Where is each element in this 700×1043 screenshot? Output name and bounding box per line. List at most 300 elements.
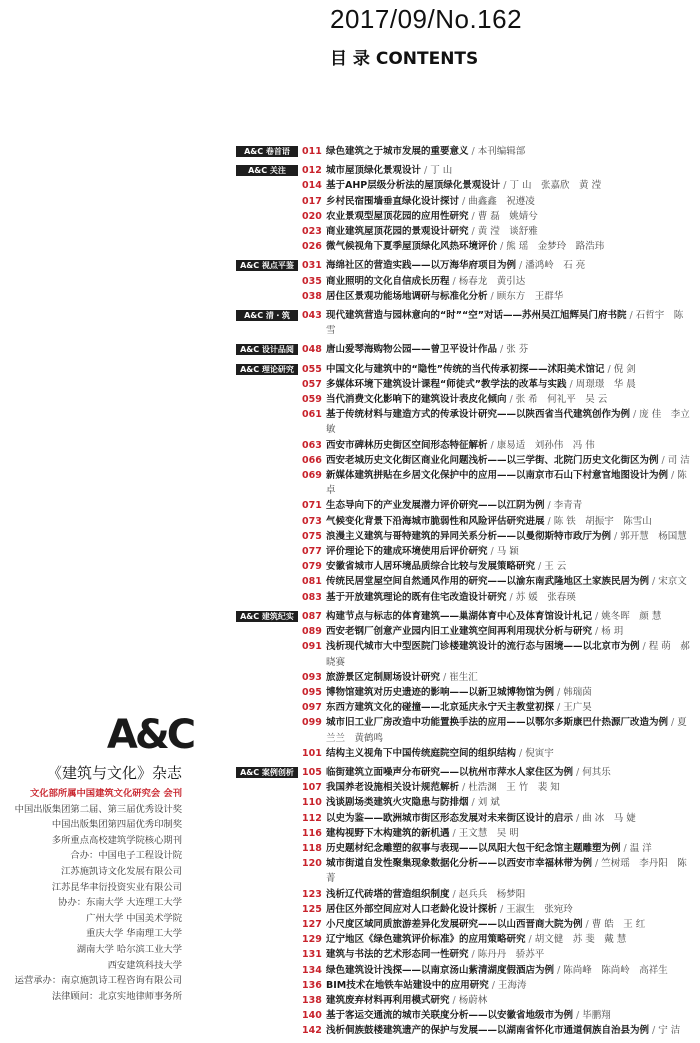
- separator: /: [592, 610, 602, 622]
- page-number: 061: [302, 409, 322, 421]
- toc-entry[interactable]: [302, 670, 694, 685]
- separator: /: [554, 686, 564, 698]
- article-authors: 陈丹丹 骄苏平: [477, 949, 545, 961]
- article-title: 乡村民宿围墙垂直绿化设计探讨: [326, 195, 460, 207]
- separator: /: [459, 782, 469, 794]
- article-authors: 康易适 刘孙伟 冯 伟: [496, 439, 595, 451]
- page-number: 097: [302, 702, 322, 714]
- page-number: 134: [302, 964, 322, 976]
- article-title: 辽宁地区《绿色建筑评价标准》的应用策略研究: [326, 934, 526, 946]
- toc-entry[interactable]: [302, 947, 694, 962]
- article-title: 当代消费文化影响下的建筑设计表皮化倾向: [326, 394, 507, 406]
- page-number: 014: [302, 180, 322, 192]
- article-title: 构建节点与标志的体育建筑——巢湖体育中心及体育馆设计札记: [326, 610, 593, 622]
- article-authors: 倪寅宇: [525, 747, 554, 759]
- separator: /: [554, 702, 564, 714]
- toc-entry[interactable]: [302, 224, 694, 239]
- article-authors: 丁 山: [430, 165, 453, 177]
- section-tag: A&C 视点平鉴: [236, 260, 298, 271]
- article-title: 新媒体建筑拼贴在乡居文化保护中的应用——以南京市石山下村意官地图设计为例: [326, 470, 669, 482]
- page-number: 038: [302, 290, 322, 302]
- article-authors: 曲鑫鑫 祝遵凌: [468, 195, 535, 207]
- page-number: 125: [302, 903, 322, 915]
- page-number: 110: [302, 797, 322, 809]
- toc-entry[interactable]: [302, 559, 694, 574]
- publisher-line: 湖南大学 哈尔滨工业大学: [76, 943, 182, 955]
- publisher-line: 江苏施凯诗文化发展有限公司: [61, 865, 182, 877]
- article-authors: 宋京文: [658, 576, 687, 588]
- toc-entry[interactable]: [302, 377, 694, 392]
- toc-entry[interactable]: [302, 178, 694, 193]
- article-authors: 庞 佳 李立敏: [326, 409, 690, 436]
- toc-entry[interactable]: [302, 308, 694, 338]
- issue-number: 2017/09/No.162: [330, 4, 523, 34]
- article-title: 小尺度区域同质旅游差异化发展研究——以山西晋商大院为例: [326, 918, 583, 930]
- separator: /: [468, 797, 478, 809]
- article-title: 历史题材纪念雕塑的叙事与表现——以凤阳大包干纪念馆主题雕塑为例: [326, 842, 621, 854]
- separator: /: [497, 903, 507, 915]
- article-authors: 夏兰兰 黄鹤鸣: [326, 717, 687, 744]
- section-tag: A&C 卷首语: [236, 146, 298, 157]
- toc-entry[interactable]: [302, 780, 694, 795]
- article-authors: 黄 滢 谈舒雅: [477, 226, 538, 238]
- article-authors: 陈 铁 胡振宇 陈雪山: [553, 515, 652, 527]
- publisher-line: 广州大学 中国美术学院: [86, 912, 182, 924]
- separator: /: [658, 454, 668, 466]
- separator: /: [449, 275, 459, 287]
- article-authors: 毕鹏翔: [582, 1010, 611, 1022]
- toc-entry[interactable]: [302, 811, 694, 826]
- article-authors: 崔生汇: [449, 671, 478, 683]
- separator: /: [573, 1010, 583, 1022]
- page-number: 069: [302, 470, 322, 482]
- separator: /: [487, 546, 497, 558]
- separator: /: [566, 378, 576, 390]
- page-number: 012: [302, 165, 322, 177]
- article-title: 旅游景区定制厕场设计研究: [326, 671, 441, 683]
- page-number: 120: [302, 858, 322, 870]
- section-tag: A&C 建筑纪实: [236, 611, 298, 622]
- section-tag: A&C 清・筑: [236, 310, 298, 321]
- page-number: 107: [302, 782, 322, 794]
- page-number: 091: [302, 641, 322, 653]
- toc-entry[interactable]: [302, 685, 694, 700]
- article-title: 建筑与书法的艺术形态同一性研究: [326, 949, 469, 961]
- toc-entry[interactable]: [302, 468, 694, 498]
- toc-section: [236, 163, 694, 254]
- toc-section: [236, 765, 694, 1039]
- article-authors: 丁 山 张嘉欣 黄 滢: [509, 180, 602, 192]
- toc-entry[interactable]: [302, 826, 694, 841]
- separator: /: [440, 671, 450, 683]
- ac-logo: [106, 700, 194, 758]
- page-number: 129: [302, 934, 322, 946]
- article-title: 浅析现代城市大中型医院门诊楼建筑设计的流行态与困境——以北京市为例: [326, 641, 640, 653]
- publisher-line: 协办：东南大学 大连理工大学: [58, 897, 182, 909]
- toc-entry[interactable]: [302, 978, 694, 993]
- separator: /: [506, 394, 516, 406]
- page-number: 017: [302, 195, 322, 207]
- page-number: 093: [302, 671, 322, 683]
- article-authors: 曹 皓 王 红: [591, 918, 646, 930]
- separator: /: [544, 500, 554, 512]
- toc-entry[interactable]: [302, 746, 694, 761]
- article-authors: 杨 玥: [601, 626, 624, 638]
- page-number: 026: [302, 241, 322, 253]
- toc-entry[interactable]: [302, 963, 694, 978]
- page-number: 123: [302, 888, 322, 900]
- page-number: 075: [302, 530, 322, 542]
- article-authors: 张 希 何礼平 吴 云: [515, 394, 608, 406]
- article-title: 东西方建筑文化的碰撞——北京延庆永宁天主教堂初探: [326, 702, 555, 714]
- article-title: 博物馆建筑对历史遗迹的影响——以新卫城博物馆为例: [326, 686, 555, 698]
- article-title: 结构主义视角下中国传统庭院空间的组织结构: [326, 747, 517, 759]
- toc-entry[interactable]: [302, 144, 694, 159]
- article-title: 气候变化背景下沿海城市脆弱性和风险评估研究进展: [326, 515, 545, 527]
- page-number: 077: [302, 546, 322, 558]
- publisher-line: 中国出版集团第二届、第三届优秀设计奖: [14, 803, 182, 815]
- separator: /: [620, 842, 630, 854]
- publisher-line: 中国出版集团第四届优秀印制奖: [51, 819, 182, 831]
- toc-entry[interactable]: [302, 194, 694, 209]
- separator: /: [573, 812, 583, 824]
- section-tag: A&C 关注: [236, 165, 298, 176]
- toc-entry[interactable]: [302, 887, 694, 902]
- separator: /: [516, 260, 526, 272]
- toc-entry[interactable]: [302, 209, 694, 224]
- logo-text: A&C: [106, 712, 194, 758]
- separator: /: [525, 934, 535, 946]
- page-number: 063: [302, 439, 322, 451]
- article-authors: 杜浩渊 王 竹 裴 知: [468, 782, 560, 794]
- separator: /: [488, 979, 498, 991]
- toc-entry[interactable]: [302, 498, 694, 513]
- article-title: 多媒体环境下建筑设计课程“师徒式”教学法的改革与实践: [326, 378, 567, 390]
- publisher-line: 合办：中国电子工程设计院: [70, 850, 182, 862]
- article-authors: 倪 剑: [613, 363, 636, 375]
- article-title: 农业景观型屋顶花园的应用性研究: [326, 210, 469, 222]
- article-authors: 刘 斌: [477, 797, 500, 809]
- article-authors: 杨蔚林: [458, 994, 488, 1006]
- page-number: 105: [302, 766, 322, 778]
- separator: /: [468, 146, 478, 157]
- article-title: 商业建筑屋顶花园的景观设计研究: [326, 226, 469, 238]
- article-authors: 曲 冰 马 婕: [582, 812, 636, 824]
- article-title: 西安市碑林历史街区空间形态特征解析: [326, 439, 488, 451]
- section-tag: A&C 设计品阅: [236, 344, 298, 355]
- separator: /: [668, 717, 678, 729]
- toc-entry[interactable]: [302, 239, 694, 254]
- toc-section: [236, 609, 694, 761]
- article-authors: 张 芬: [506, 344, 529, 356]
- article-title: 建构视野下木构建筑的新机遇: [326, 827, 450, 839]
- article-authors: 陈 卓: [326, 470, 687, 497]
- article-title: 基于客运交通流的城市关联度分析——以安徽省地级市为例: [326, 1010, 574, 1022]
- article-authors: 温 洋: [629, 842, 652, 854]
- toc-entry[interactable]: [302, 438, 694, 453]
- separator: /: [468, 949, 478, 961]
- article-title: 建筑废弃材料再利用模式研究: [326, 994, 450, 1006]
- toc-entry[interactable]: [302, 639, 694, 669]
- separator: /: [630, 409, 640, 421]
- page-number: 095: [302, 686, 322, 698]
- article-title: 西安老城历史文化街区商业化问题浅析——以三学街、北院门历史文化街区为例: [326, 454, 659, 466]
- page-number: 043: [302, 310, 322, 322]
- page-number: 099: [302, 717, 322, 729]
- article-authors: 顾东方 王群华: [496, 290, 564, 302]
- article-authors: 宁 洁: [658, 1025, 681, 1037]
- separator: /: [604, 363, 614, 375]
- page-number: 048: [302, 344, 322, 356]
- publisher-line: 重庆大学 华南理工大学: [86, 928, 182, 940]
- toc-entry[interactable]: [302, 289, 694, 304]
- separator: /: [535, 561, 545, 573]
- article-authors: 周璟璟 华 晨: [575, 378, 636, 390]
- separator: /: [506, 591, 516, 603]
- page-number: 031: [302, 260, 322, 272]
- article-authors: 本刊编辑部: [477, 146, 526, 157]
- separator: /: [421, 165, 431, 177]
- section-entries: [298, 308, 694, 338]
- article-authors: 潘鸿岭 石 亮: [525, 260, 586, 272]
- toc-entry[interactable]: [302, 590, 694, 605]
- page-number: 138: [302, 994, 322, 1006]
- separator: /: [649, 576, 659, 588]
- section-entries: [298, 144, 694, 159]
- section-entries: [298, 609, 694, 761]
- separator: /: [500, 180, 510, 192]
- article-title: 海绵社区的营造实践——以万海华府项目为例: [326, 260, 517, 272]
- separator: /: [592, 858, 602, 870]
- section-entries: [298, 258, 694, 304]
- toc-entry[interactable]: [302, 514, 694, 529]
- article-title: 中国文化与建筑中的“隐性”传统的当代传承初探——沭阳美术馆记: [326, 363, 605, 375]
- toc-entry[interactable]: [302, 407, 694, 437]
- separator: /: [554, 964, 564, 976]
- article-title: 绿色建筑设计浅探——以南京汤山紫清湖度假酒店为例: [326, 964, 555, 976]
- article-authors: 王文慧 吴 明: [458, 827, 519, 839]
- article-title: 传统民居堂屋空间自然通风作用的研究——以渝东南武隆地区土家族民居为例: [326, 576, 650, 588]
- page-number: 142: [302, 1025, 322, 1037]
- article-title: 安徽省城市人居环境品质综合比较与发展策略研究: [326, 561, 536, 573]
- publisher-line: 文化部所属中国建筑文化研究会 会刊: [30, 788, 182, 799]
- toc-entry[interactable]: [302, 765, 694, 780]
- article-authors: 王 云: [544, 561, 567, 573]
- article-authors: 熊 瑶 金梦玲 路浩玮: [506, 241, 605, 253]
- article-authors: 石哲宇 陈 雪: [326, 310, 684, 337]
- article-title: 以史为鉴——欧洲城市街区形态发展对未来街区设计的启示: [326, 812, 574, 824]
- article-authors: 姚冬晖 颜 慧: [601, 610, 662, 622]
- page-number: 127: [302, 918, 322, 930]
- separator: /: [497, 344, 507, 356]
- page-number: 116: [302, 827, 322, 839]
- toc-entry[interactable]: [302, 932, 694, 947]
- toc-entry[interactable]: [302, 856, 694, 886]
- separator: /: [449, 888, 459, 900]
- toc-entry[interactable]: [302, 544, 694, 559]
- page-number: 087: [302, 610, 322, 622]
- article-title: 绿色建筑之于城市发展的重要意义: [326, 146, 469, 157]
- article-authors: 杨春龙 黄引达: [458, 275, 526, 287]
- separator: /: [516, 747, 526, 759]
- article-title: 城市街道自发性聚集现象数据化分析——以西安市幸福林带为例: [326, 858, 593, 870]
- table-of-contents: [236, 144, 694, 1043]
- article-authors: 李青青: [553, 500, 583, 512]
- page-number: 073: [302, 515, 322, 527]
- article-authors: 韩瑞茵: [563, 686, 592, 698]
- toc-section: [236, 258, 694, 304]
- toc-entry[interactable]: [302, 841, 694, 856]
- publisher-line: 江苏昆华聿衍投资实业有限公司: [51, 881, 182, 893]
- article-title: 生态导向下的产业发展潜力评价研究——以江阴为例: [326, 500, 545, 512]
- article-authors: 郭开慧 杨国慧: [620, 530, 687, 542]
- article-title: BIM技术在地铁车站建设中的应用研究: [326, 979, 489, 991]
- separator: /: [487, 290, 497, 302]
- article-title: 居住区外部空间应对人口老龄化设计探析: [326, 903, 498, 915]
- article-authors: 赵兵兵 杨梦阳: [458, 888, 526, 900]
- section-entries: [298, 362, 694, 605]
- magazine-name: 《建筑与文化》杂志: [46, 764, 182, 782]
- toc-entry[interactable]: [302, 574, 694, 589]
- article-title: 浪漫主义建筑与哥特建筑的异同关系分析——以曼彻斯特市政厅为例: [326, 530, 612, 542]
- separator: /: [582, 918, 592, 930]
- article-title: 商业照明的文化自信成长历程: [326, 275, 450, 287]
- page-number: 011: [302, 146, 322, 157]
- page-number: 066: [302, 454, 322, 466]
- toc-entry[interactable]: [302, 258, 694, 273]
- separator: /: [497, 241, 507, 253]
- page-number: 035: [302, 275, 322, 287]
- toc-entry[interactable]: [302, 163, 694, 178]
- separator: /: [639, 641, 649, 653]
- page-number: 131: [302, 949, 322, 961]
- separator: /: [468, 226, 478, 238]
- page-number: 140: [302, 1010, 322, 1022]
- toc-entry[interactable]: [302, 362, 694, 377]
- page-number: 081: [302, 576, 322, 588]
- page-number: 083: [302, 591, 322, 603]
- article-title: 城市屋顶绿化景观设计: [326, 165, 422, 177]
- toc-entry[interactable]: [302, 453, 694, 468]
- page-number: 055: [302, 363, 322, 375]
- article-authors: 竺树瑶 李丹阳 陈 菁: [326, 858, 687, 885]
- page-number: 136: [302, 979, 322, 991]
- article-title: 居住区景观功能场地调研与标准化分析: [326, 290, 488, 302]
- toc-section: [236, 144, 694, 159]
- separator: /: [449, 994, 459, 1006]
- article-authors: 苏 媛 张春瑛: [515, 591, 576, 603]
- article-authors: 曹 磊 姚婧兮: [477, 210, 538, 222]
- page-number: 071: [302, 500, 322, 512]
- toc-entry[interactable]: [302, 902, 694, 917]
- separator: /: [468, 210, 478, 222]
- toc-entry[interactable]: [302, 795, 694, 810]
- toc-entry[interactable]: [302, 917, 694, 932]
- page-number: 089: [302, 626, 322, 638]
- contents-title: 目 录 CONTENTS: [330, 49, 479, 69]
- article-title: 我国养老设施相关设计规范解析: [326, 782, 460, 794]
- toc-entry[interactable]: [302, 1023, 694, 1038]
- page-number: 118: [302, 842, 322, 854]
- page-number: 057: [302, 378, 322, 390]
- toc-section: [236, 342, 694, 357]
- toc-entry[interactable]: [302, 624, 694, 639]
- article-title: 基于传统材料与建造方式的传承设计研究——以陕西省当代建筑创作为例: [326, 409, 631, 421]
- toc-entry[interactable]: [302, 342, 694, 357]
- article-title: 西安老钢厂创意产业园内旧工业建筑空间再利用现状分析与研究: [326, 626, 593, 638]
- separator: /: [649, 1025, 659, 1037]
- article-authors: 陈尚峰 陈尚岭 高祥生: [563, 964, 668, 976]
- article-authors: 胡文健 苏 斐 戴 慧: [534, 934, 627, 946]
- separator: /: [626, 310, 636, 322]
- toc-section: [236, 362, 694, 605]
- article-authors: 司 洁: [667, 454, 690, 466]
- toc-entry[interactable]: [302, 993, 694, 1008]
- separator: /: [668, 470, 678, 482]
- article-authors: 程 萌 郝晓赛: [326, 641, 690, 668]
- section-entries: [298, 765, 694, 1039]
- article-title: 现代建筑营造与园林意向的“时”“空”对话——苏州吴江旭辉吴门府书院: [326, 310, 627, 322]
- article-title: 浅谈剧场类建筑火灾隐患与防排烟: [326, 797, 469, 809]
- article-title: 临街建筑立面噪声分布研究——以杭州市萍水人家住区为例: [326, 766, 574, 778]
- section-tag: A&C 案例创析: [236, 767, 298, 778]
- separator: /: [459, 195, 469, 207]
- article-authors: 何其乐: [582, 766, 611, 778]
- toc-entry[interactable]: [302, 274, 694, 289]
- separator: /: [592, 626, 602, 638]
- separator: /: [487, 439, 497, 451]
- article-title: 评价理论下的建成环境使用后评价研究: [326, 546, 488, 558]
- toc-entry[interactable]: [302, 1008, 694, 1023]
- toc-entry[interactable]: [302, 609, 694, 624]
- section-entries: [298, 342, 694, 357]
- toc-entry[interactable]: [302, 700, 694, 715]
- article-title: 基于开放建筑理论的既有住宅改造设计研究: [326, 591, 507, 603]
- section-tag: A&C 理论研究: [236, 364, 298, 375]
- article-title: 唐山爱琴海购物公园——曾卫平设计作品: [326, 344, 498, 356]
- publisher-lines: [15, 786, 182, 1004]
- publisher-line: 法律顾问：北京实地律师事务所: [51, 990, 182, 1002]
- page-number: 023: [302, 226, 322, 238]
- page-number: 059: [302, 394, 322, 406]
- article-title: 城市旧工业厂房改造中功能置换手法的应用——以鄂尔多斯康巴什热源厂改造为例: [326, 717, 669, 729]
- page-number: 112: [302, 812, 322, 824]
- separator: /: [573, 766, 583, 778]
- separator: /: [449, 827, 459, 839]
- article-title: 浅析侗族鼓楼建筑遗产的保护与发展——以湖南省怀化市通道侗族自治县为例: [326, 1025, 650, 1037]
- section-entries: [298, 163, 694, 254]
- toc-section: [236, 308, 694, 338]
- separator: /: [544, 515, 554, 527]
- page-number: 079: [302, 561, 322, 573]
- separator: /: [611, 530, 621, 542]
- article-title: 浅析辽代砖塔的营造组织制度: [326, 888, 450, 900]
- publisher-line: 运营承办：南京施凯诗工程咨询有限公司: [14, 975, 182, 987]
- article-authors: 王广昊: [563, 702, 592, 714]
- page-number: 101: [302, 747, 322, 759]
- toc-entry[interactable]: [302, 715, 694, 745]
- article-title: 基于AHP层级分析法的屋顶绿化景观设计: [326, 180, 501, 192]
- toc-entry[interactable]: [302, 392, 694, 407]
- article-authors: 马 颖: [496, 546, 519, 558]
- page-number: 020: [302, 210, 322, 222]
- article-authors: 王淑生 张宛玲: [506, 903, 573, 915]
- article-authors: 王海涛: [497, 979, 527, 991]
- toc-entry[interactable]: [302, 529, 694, 544]
- publisher-line: 西安建筑科技大学: [107, 959, 182, 971]
- article-title: 微气候视角下夏季屋顶绿化风热环境评价: [326, 241, 498, 253]
- publisher-line: 多所重点高校建筑学院核心期刊: [51, 834, 182, 846]
